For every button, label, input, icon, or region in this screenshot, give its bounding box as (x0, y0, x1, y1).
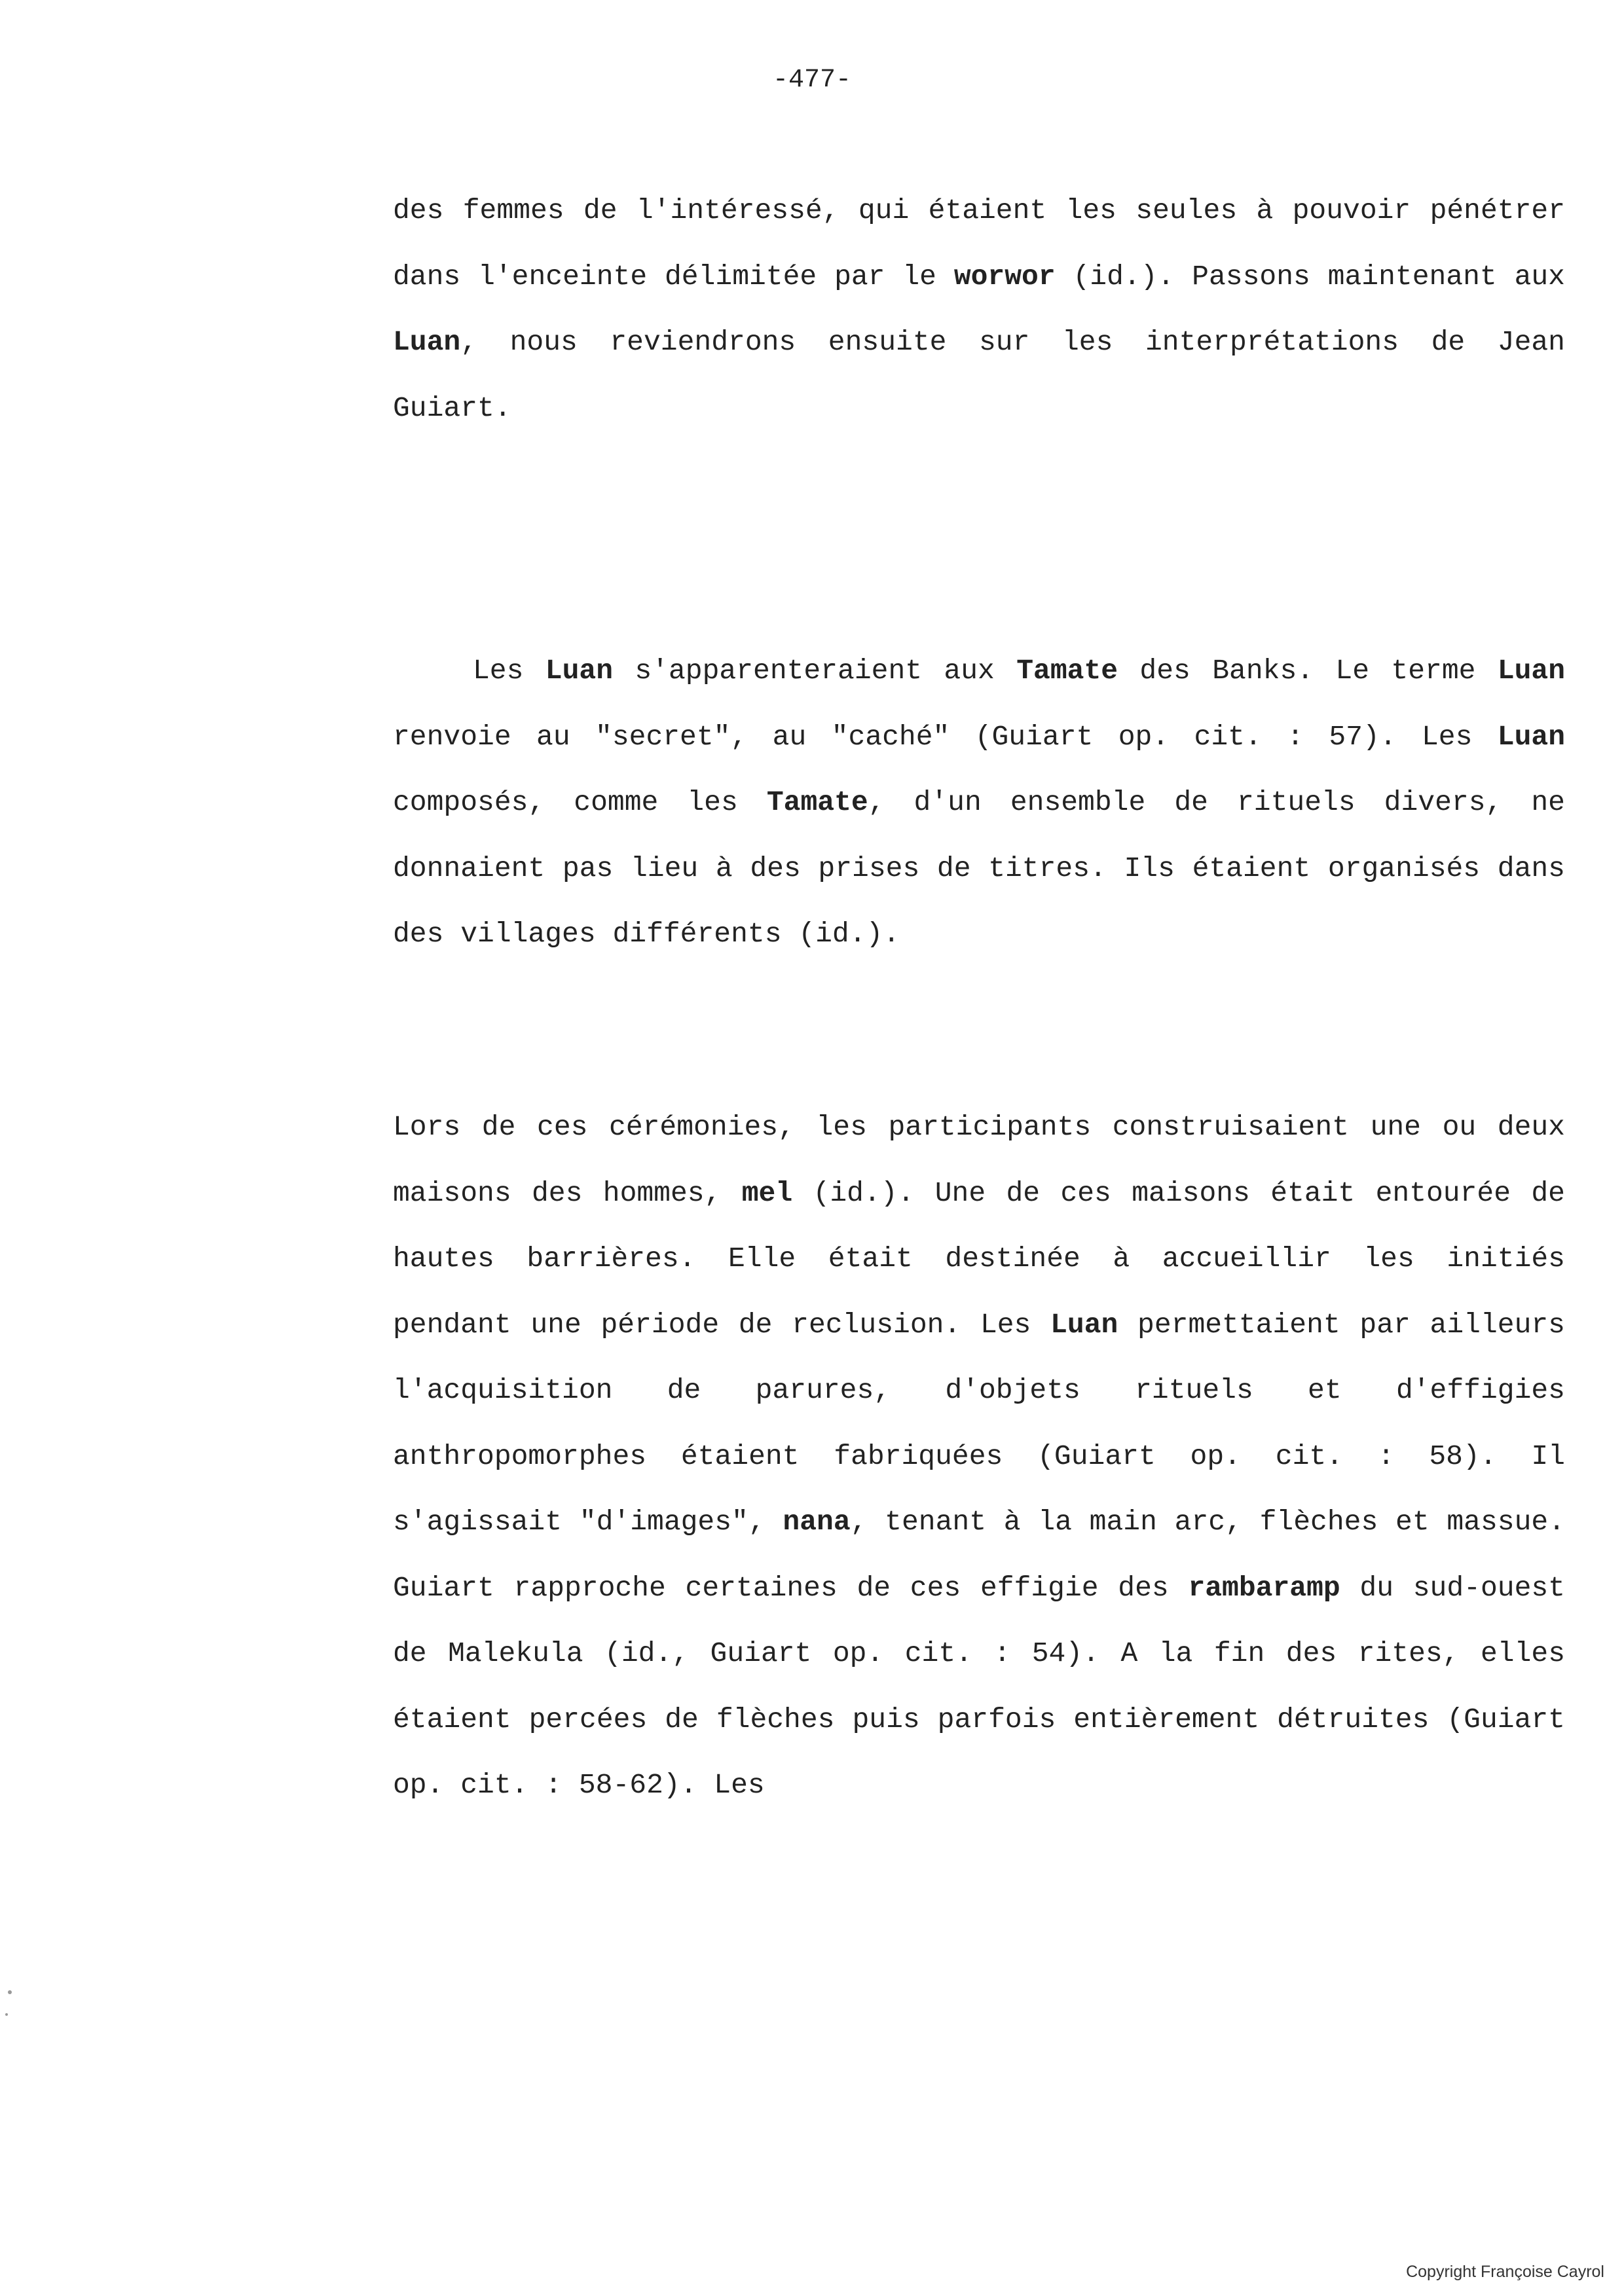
text-run: , nous reviendrons ensuite sur les interprétations de Jean Guiart. (393, 326, 1565, 424)
text-run: des Banks. Le terme (1118, 655, 1498, 687)
text-run: s'apparenteraient aux (613, 655, 1017, 687)
paragraph-1 (393, 178, 1565, 441)
text-run: , d'un ensemble de rituels divers, ne donnaient pas lieu à des prises de titres. Ils étaient organisés dans des villages différents (id.). (393, 786, 1565, 950)
scan-speck (8, 1990, 12, 1994)
bold-term: worwor (953, 260, 1056, 293)
text-run: (id.). Une de ces maisons était entourée de hautes barrières. Elle était destinée à accueillir les initiés pendant une période de reclusion. Les (393, 1176, 1565, 1341)
copyright-notice: Copyright Françoise Cayrol (1406, 2263, 1604, 2281)
text-run: du sud-ouest de Malekula (id., Guiart op. cit. : 54). A la fin des rites, elles étaient percées de flèches puis parfois entièrement détruites (Guiart op. cit. : 58-62). Les (393, 1571, 1565, 1801)
text-run: renvoie au "secret", au "caché" (Guiart op. cit. : 57). Les (393, 720, 1498, 753)
bold-term: Tamate (1016, 655, 1118, 687)
bold-term: Luan (545, 655, 614, 687)
bold-term: Luan (1497, 655, 1566, 687)
text-run: (id.). Passons maintenant aux (1055, 260, 1565, 293)
bold-term: rambaramp (1188, 1571, 1340, 1604)
paragraph-2 (393, 638, 1565, 968)
text-run: des femmes de l'intéressé, qui étaient les seules à pouvoir pénétrer dans l'enceinte délimitée par le (393, 194, 1565, 293)
text-run: , tenant à la main arc, flèches et massue. Guiart rapproche certaines de ces effigie des (393, 1506, 1566, 1604)
text-run: permettaient par ailleurs l'acquisition de parures, d'objets rituels et d'effigies anthropomorphes étaient fabriquées (Guiart op. cit. : 58). Il s'agissait "d'images", (393, 1308, 1565, 1538)
text-run: composés, comme les (393, 786, 767, 818)
bold-term: Luan (1050, 1308, 1118, 1341)
bold-term: mel (741, 1176, 793, 1209)
text-run: Les (473, 655, 545, 687)
bold-term: Tamate (766, 786, 868, 818)
text-run: Lors de ces cérémonies, les participants construisaient une ou deux maisons des hommes, (393, 1111, 1565, 1209)
page-number: -477- (772, 65, 852, 95)
bold-term: Luan (393, 326, 461, 358)
bold-term: Luan (1497, 720, 1565, 753)
paragraph-3 (393, 1095, 1565, 1819)
bold-term: nana (783, 1506, 851, 1538)
scan-speck (5, 2013, 8, 2016)
